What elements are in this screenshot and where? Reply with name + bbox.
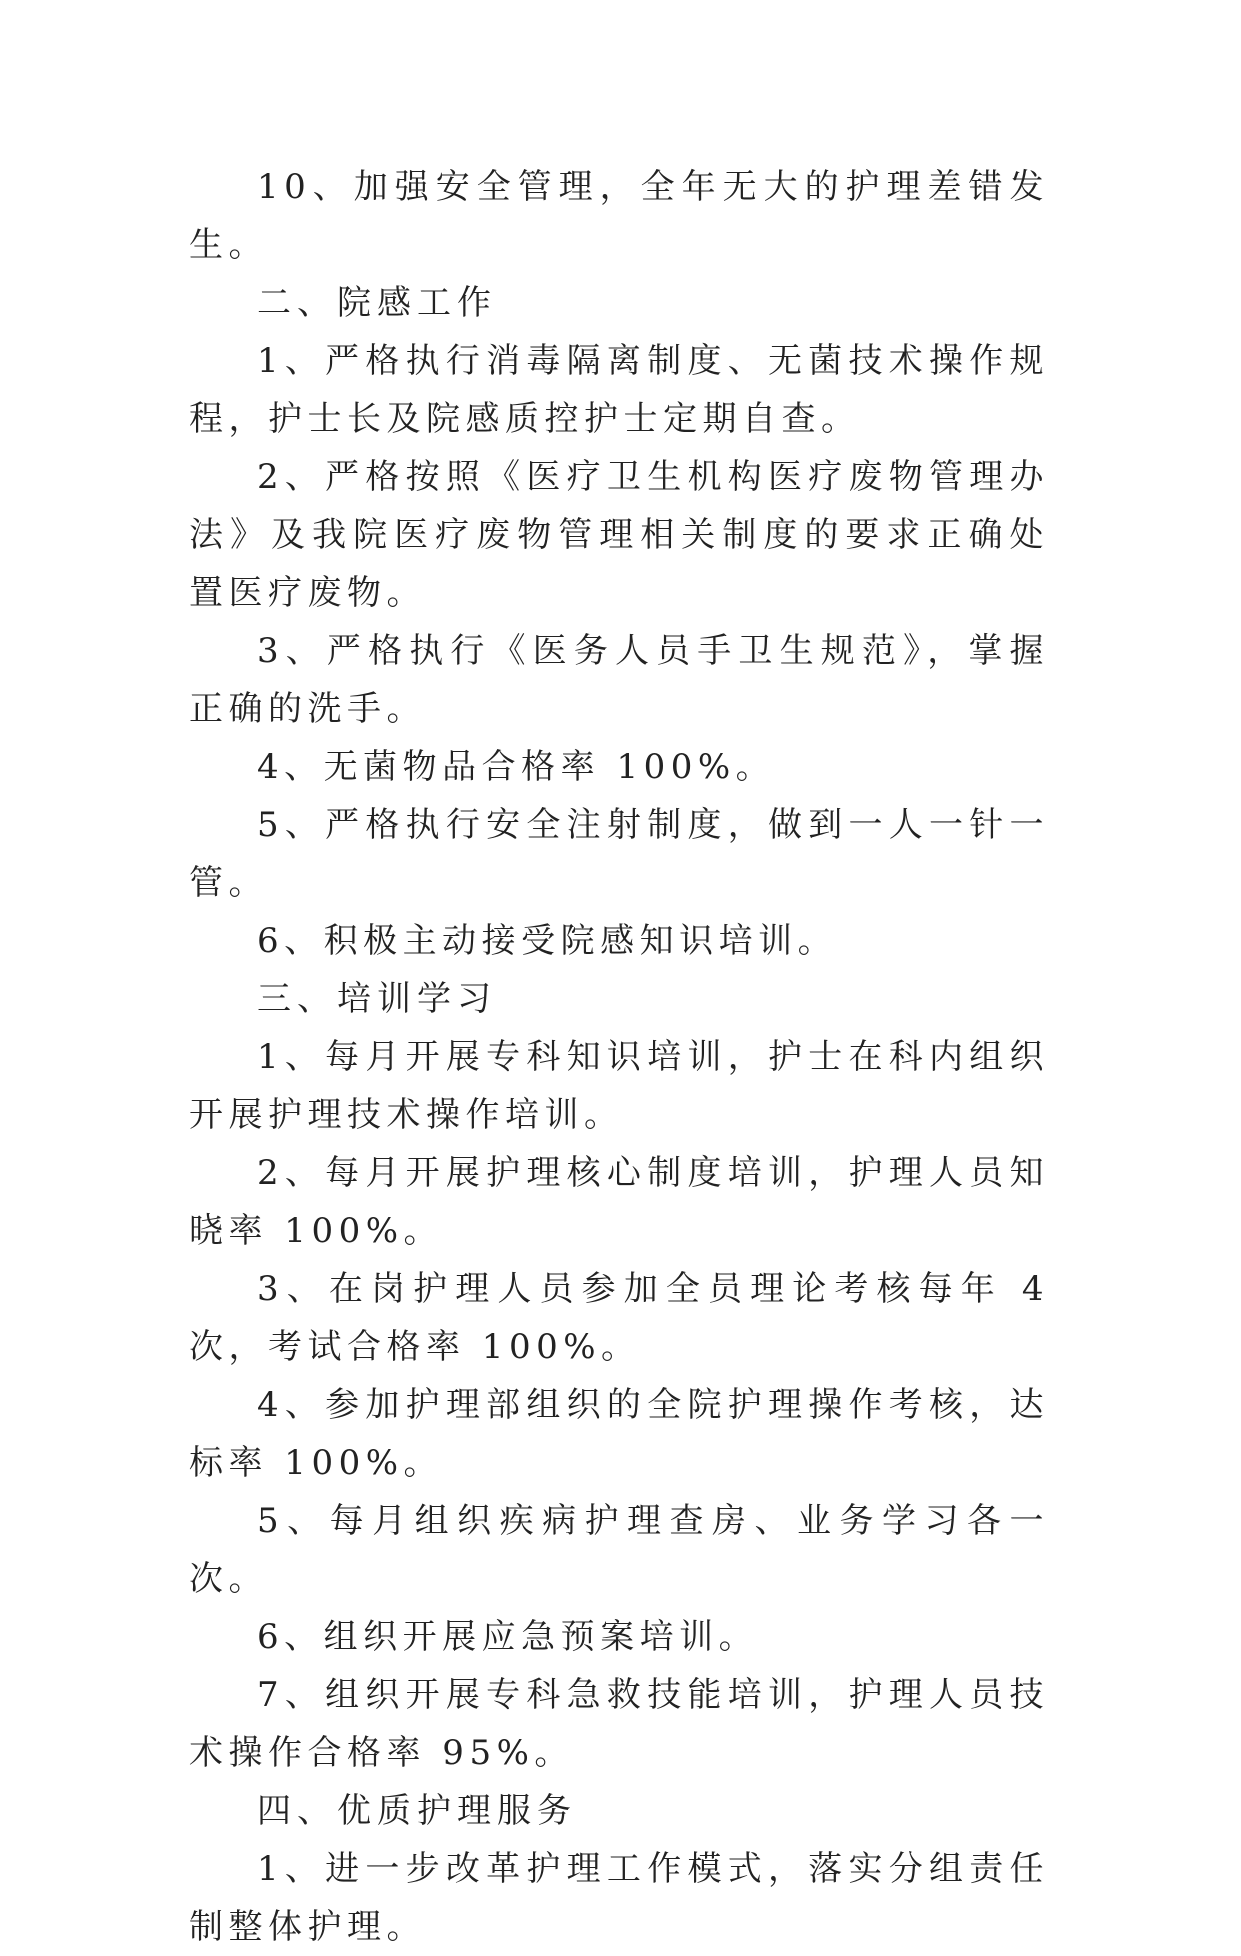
paragraph-core-system-training: 2、每月开展护理核心制度培训，护理人员知晓率 100%。: [189, 1153, 1049, 1251]
paragraph-sterile-items: 4、无菌物品合格率 100%。: [257, 747, 776, 787]
section-heading-infection-control: 二、院感工作: [257, 283, 497, 323]
paragraph-ward-rounds: 5、每月组织疾病护理查房、业务学习各一次。: [189, 1501, 1049, 1599]
section-heading-quality-nursing: 四、优质护理服务: [257, 1791, 577, 1831]
paragraph-nursing-reform: 1、进一步改革护理工作模式，落实分组责任制整体护理。: [189, 1849, 1049, 1947]
document-body: [189, 158, 1049, 1956]
section-heading-training: 三、培训学习: [257, 979, 497, 1019]
paragraph-safe-injection: 5、严格执行安全注射制度，做到一人一针一管。: [189, 805, 1049, 903]
paragraph-first-aid-skills: 7、组织开展专科急救技能培训，护理人员技术操作合格率 95%。: [189, 1675, 1049, 1773]
paragraph-theory-exam: 3、在岗护理人员参加全员理论考核每年 4 次，考试合格率 100%。: [189, 1269, 1049, 1367]
paragraph-specialty-training: 1、每月开展专科知识培训，护士在科内组织开展护理技术操作培训。: [189, 1037, 1049, 1135]
paragraph-disinfection-isolation: 1、严格执行消毒隔离制度、无菌技术操作规程，护士长及院感质控护士定期自查。: [189, 341, 1049, 439]
paragraph-infection-training: 6、积极主动接受院感知识培训。: [257, 921, 838, 961]
paragraph-emergency-plan: 6、组织开展应急预案培训。: [257, 1617, 759, 1657]
paragraph-medical-waste: 2、严格按照《医疗卫生机构医疗废物管理办法》及我院医疗废物管理相关制度的要求正确处置医疗废物。: [189, 457, 1049, 613]
paragraph-operation-assessment: 4、参加护理部组织的全院护理操作考核，达标率 100%。: [189, 1385, 1049, 1483]
paragraph-safety-management: 10、加强安全管理，全年无大的护理差错发生。: [189, 167, 1049, 265]
paragraph-hand-hygiene: 3、严格执行《医务人员手卫生规范》，掌握正确的洗手。: [189, 631, 1049, 729]
